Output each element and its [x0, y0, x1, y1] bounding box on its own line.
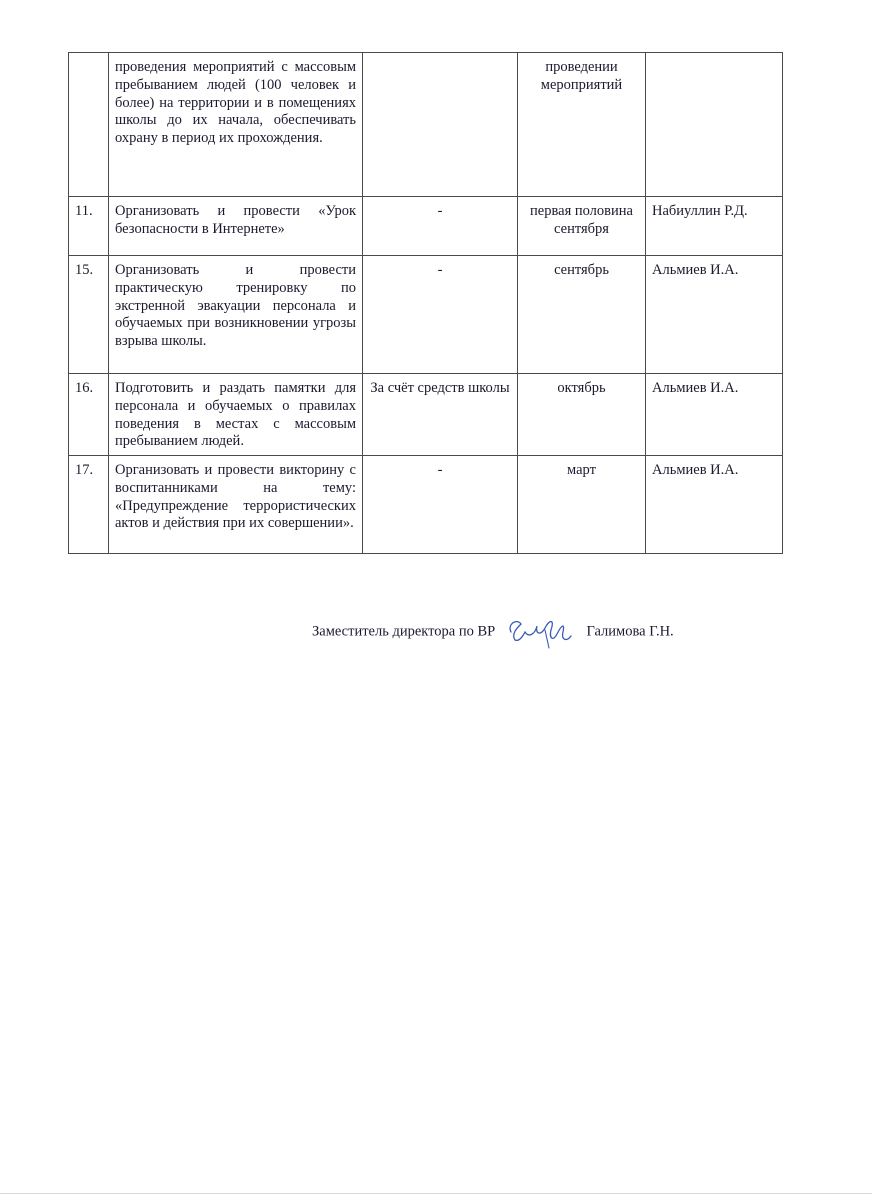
row-number: 15. [69, 256, 109, 374]
deadline-cell: проведении мероприятий [518, 53, 646, 197]
task-cell: проведения мероприятий с массовым пребыванием людей (100 человек и более) на территории и в помещениях школы до их начала, обеспечивать охрану в период их прохождения. [109, 53, 363, 197]
funding-cell: - [363, 197, 518, 256]
signer-name: Галимова Г.Н. [586, 623, 674, 640]
deadline-cell: сентябрь [518, 256, 646, 374]
funding-cell [363, 53, 518, 197]
signature-block [312, 612, 674, 652]
row-number [69, 53, 109, 197]
deadline-cell: март [518, 456, 646, 554]
table-row [69, 53, 783, 197]
responsible-cell: Альмиев И.А. [646, 456, 783, 554]
funding-cell: - [363, 256, 518, 374]
deadline-cell: октябрь [518, 374, 646, 456]
task-cell: Организовать и провести практическую тренировку по экстренной эвакуации персонала и обучаемых при возникновении угрозы взрыва школы. [109, 256, 363, 374]
task-cell: Подготовить и раздать памятки для персонала и обучаемых о правилах поведения в местах с массовым пребыванием людей. [109, 374, 363, 456]
signer-position: Заместитель директора по ВР [312, 623, 496, 640]
responsible-cell: Набиуллин Р.Д. [646, 197, 783, 256]
task-cell: Организовать и провести викторину с воспитанниками на тему: «Предупреждение террористических актов и действия при их совершении». [109, 456, 363, 554]
funding-cell: - [363, 456, 518, 554]
row-number: 11. [69, 197, 109, 256]
table-row [69, 197, 783, 256]
task-cell: Организовать и провести «Урок безопасности в Интернете» [109, 197, 363, 256]
responsible-cell: Альмиев И.А. [646, 374, 783, 456]
table-row [69, 374, 783, 456]
events-table [68, 52, 783, 554]
row-number: 17. [69, 456, 109, 554]
deadline-cell: первая половина сентября [518, 197, 646, 256]
table-row [69, 256, 783, 374]
row-number: 16. [69, 374, 109, 456]
responsible-cell: Альмиев И.А. [646, 256, 783, 374]
table-row [69, 456, 783, 554]
page-bottom-edge [0, 1193, 872, 1194]
responsible-cell [646, 53, 783, 197]
funding-cell: За счёт средств школы [363, 374, 518, 456]
handwritten-signature [505, 612, 573, 652]
